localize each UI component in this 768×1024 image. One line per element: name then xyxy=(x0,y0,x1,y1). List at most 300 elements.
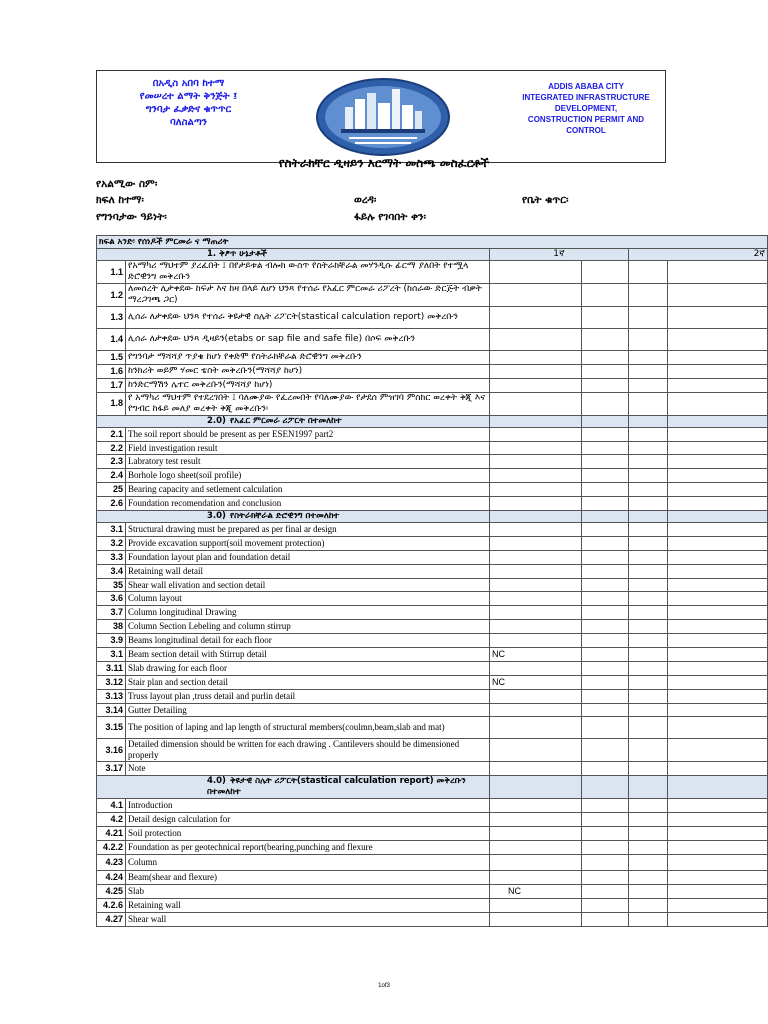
section-row xyxy=(97,249,768,261)
item-description: Foundation as per geotechnical report(bearing,punching and flexure xyxy=(126,841,490,855)
checklist-row xyxy=(97,689,768,703)
review-cell-3 xyxy=(668,427,768,441)
woreda-field: ወረዳ፡ xyxy=(354,194,377,206)
item-description: Soil protection xyxy=(126,827,490,841)
review-cell-2 xyxy=(582,870,629,884)
review-cell-1 xyxy=(490,620,582,634)
review-cell-2b xyxy=(629,827,668,841)
review-cell-1 xyxy=(490,592,582,606)
checklist-row xyxy=(97,606,768,620)
item-description: Detailed dimension should be written for each drawing . Cantilevers should be dimensioned properly xyxy=(126,739,490,762)
review-cell-3 xyxy=(668,469,768,483)
item-description: ከንክሪት ወይም ሃመር ቴስት መቅረቡን(ማሻሻያ ከሆነ) xyxy=(126,364,490,378)
review-cell-2b xyxy=(629,351,668,365)
review-cell-2 xyxy=(582,523,629,537)
review-cell-2b xyxy=(629,620,668,634)
review-cell-2b xyxy=(629,427,668,441)
review-column-head: 2ኛ xyxy=(629,249,768,261)
review-cell-2 xyxy=(582,912,629,926)
review-cell-3 xyxy=(668,675,768,689)
review-cell-1: NC xyxy=(490,884,582,898)
checklist-row xyxy=(97,717,768,739)
review-cell-1: NC xyxy=(490,675,582,689)
item-description: Truss layout plan ,truss detail and purlin detail xyxy=(126,689,490,703)
review-cell-3 xyxy=(668,739,768,762)
review-cell-1 xyxy=(490,827,582,841)
checklist-row xyxy=(97,912,768,926)
review-cell-2b xyxy=(629,799,668,813)
review-cell-1 xyxy=(490,441,582,455)
review-cell-2 xyxy=(582,261,629,284)
review-cell-2b xyxy=(629,703,668,717)
section-row xyxy=(97,415,768,427)
review-cell-2b xyxy=(629,483,668,497)
review-cell-1 xyxy=(490,762,582,776)
review-cell-2 xyxy=(582,364,629,378)
letterhead-line: CONTROL xyxy=(566,126,606,135)
item-number: 4.2 xyxy=(97,813,126,827)
item-number: 1.4 xyxy=(97,329,126,351)
checklist-row xyxy=(97,536,768,550)
item-number: 25 xyxy=(97,483,126,497)
review-cell-1 xyxy=(490,799,582,813)
item-description: Shear wall elivation and section detail xyxy=(126,578,490,592)
review-cell-1 xyxy=(490,329,582,351)
item-description: Introduction xyxy=(126,799,490,813)
item-description: Slab xyxy=(126,884,490,898)
review-cell-1 xyxy=(490,564,582,578)
item-number: 3.14 xyxy=(97,703,126,717)
review-cell-3 xyxy=(668,898,768,912)
checklist-row xyxy=(97,661,768,675)
item-number: 3.4 xyxy=(97,564,126,578)
item-description: Beam(shear and flexure) xyxy=(126,870,490,884)
page-number: 1of3 xyxy=(378,983,390,989)
review-cell-1 xyxy=(490,523,582,537)
review-cell-2b xyxy=(629,578,668,592)
review-cell-2b xyxy=(629,364,668,378)
section-label: የአፈር ምርመራ ሪፖርት በተመለከተ xyxy=(229,415,342,426)
review-cell-1 xyxy=(490,606,582,620)
checklist-row xyxy=(97,813,768,827)
item-description: የአማካሪ ማህተም ያረፈበት ፤ በየታይቱል ብሎክ ውስጥ የስትራክቸራል መሃንዲሱ ፊርማ ያለበት የተሟላ ድሮዊንግ መቅረቡን xyxy=(126,261,490,284)
checklist-row xyxy=(97,564,768,578)
checklist-row xyxy=(97,870,768,884)
checklist-row xyxy=(97,898,768,912)
review-cell-2b xyxy=(629,717,668,739)
review-cell-2 xyxy=(582,497,629,511)
review-cell-3 xyxy=(668,634,768,648)
item-number: 3.7 xyxy=(97,606,126,620)
review-cell-1 xyxy=(490,912,582,926)
review-cell-2b xyxy=(629,497,668,511)
checklist-row xyxy=(97,497,768,511)
review-cell-2b xyxy=(629,884,668,898)
review-cell-2 xyxy=(582,854,629,870)
review-cell-1 xyxy=(490,469,582,483)
section-number: 2.0) xyxy=(207,415,226,426)
review-cell-2b xyxy=(629,739,668,762)
item-number: 3.1 xyxy=(97,523,126,537)
item-number: 1.5 xyxy=(97,351,126,365)
review-cell-1 xyxy=(490,378,582,392)
item-number: 3.13 xyxy=(97,689,126,703)
checklist-row xyxy=(97,827,768,841)
checklist-row xyxy=(97,261,768,284)
review-cell-1 xyxy=(490,364,582,378)
item-description: Shear wall xyxy=(126,912,490,926)
review-cell-2 xyxy=(582,392,629,415)
item-number: 4.25 xyxy=(97,884,126,898)
review-cell-2 xyxy=(582,717,629,739)
item-number: 38 xyxy=(97,620,126,634)
item-description: Gutter Detailing xyxy=(126,703,490,717)
item-description: የግንባታ ማሻሻያ ጥያቄ ከሆነ የቀድሞ የስትራክቸራል ድሮዊንግ መቅረቡን xyxy=(126,351,490,365)
item-number: 1.6 xyxy=(97,364,126,378)
checklist-row xyxy=(97,392,768,415)
review-cell-2 xyxy=(582,427,629,441)
item-number: 1.7 xyxy=(97,378,126,392)
item-description: Foundation layout plan and foundation detail xyxy=(126,550,490,564)
applicant-name-field: የአልሚው ስም፡ xyxy=(96,178,158,190)
empty-cell xyxy=(668,776,768,799)
review-cell-2 xyxy=(582,550,629,564)
review-cell-3 xyxy=(668,329,768,351)
review-cell-2 xyxy=(582,284,629,307)
review-cell-1 xyxy=(490,351,582,365)
review-cell-1 xyxy=(490,854,582,870)
item-description: ሊሰራ ለታቀደው ህንጻ ዲዛይን(etabs or sap file and safe file) በሶፍ መቅረቡን xyxy=(126,329,490,351)
review-cell-2b xyxy=(629,912,668,926)
item-number: 4.23 xyxy=(97,854,126,870)
item-description: Column xyxy=(126,854,490,870)
review-cell-2b xyxy=(629,307,668,329)
letterhead-line: በአዲስ አበባ ከተማ xyxy=(152,78,225,89)
review-cell-2 xyxy=(582,455,629,469)
review-cell-2 xyxy=(582,689,629,703)
item-number: 2.4 xyxy=(97,469,126,483)
item-number: 1.3 xyxy=(97,307,126,329)
checklist-row xyxy=(97,634,768,648)
checklist-row xyxy=(97,703,768,717)
item-number: 4.24 xyxy=(97,870,126,884)
item-description: Retaining wall xyxy=(126,898,490,912)
review-cell-3 xyxy=(668,578,768,592)
subcity-field: ክፍለ ከተማ፡ xyxy=(96,194,144,206)
checklist-row xyxy=(97,364,768,378)
review-cell-1 xyxy=(490,536,582,550)
review-cell-3 xyxy=(668,564,768,578)
letterhead-line: CONSTRUCTION PERMIT AND xyxy=(527,115,645,124)
item-number: 3.1 xyxy=(97,648,126,662)
review-cell-2b xyxy=(629,762,668,776)
review-cell-2 xyxy=(582,578,629,592)
checklist-row xyxy=(97,578,768,592)
checklist-row xyxy=(97,592,768,606)
section-number: 3.0) xyxy=(207,511,226,522)
empty-cell xyxy=(582,511,629,523)
empty-cell xyxy=(490,776,582,799)
item-description: ሊሰራ ለታቀደው ህንጻ የተሰራ ቅዩታዊ ስሌት ሪፖርት(stastical calculation report) መቅረቡን xyxy=(126,307,490,329)
letterhead-line: ግንባታ ፈቃድና ቁጥጥር xyxy=(145,104,232,115)
checklist-row xyxy=(97,523,768,537)
item-description: Labratory test result xyxy=(126,455,490,469)
review-cell-3 xyxy=(668,661,768,675)
item-description: Borhole logo sheet(soil profile) xyxy=(126,469,490,483)
review-cell-2 xyxy=(582,703,629,717)
review-cell-2b xyxy=(629,523,668,537)
review-cell-3 xyxy=(668,378,768,392)
building-type-field: የግንባታው ዓይነት፡ xyxy=(96,211,167,223)
review-cell-3 xyxy=(668,284,768,307)
file-date-field: ፋይሉ የገባበት ቀን፡ xyxy=(354,211,427,223)
review-cell-2 xyxy=(582,307,629,329)
review-cell-2 xyxy=(582,813,629,827)
item-description: Slab drawing for each floor xyxy=(126,661,490,675)
empty-cell xyxy=(668,415,768,427)
checklist-row xyxy=(97,483,768,497)
review-cell-2b xyxy=(629,634,668,648)
review-cell-2 xyxy=(582,441,629,455)
item-number: 4.2.6 xyxy=(97,898,126,912)
review-cell-2b xyxy=(629,564,668,578)
review-cell-2b xyxy=(629,898,668,912)
item-number: 3.6 xyxy=(97,592,126,606)
item-number: 3.9 xyxy=(97,634,126,648)
review-cell-3 xyxy=(668,717,768,739)
review-cell-3 xyxy=(668,351,768,365)
review-cell-3 xyxy=(668,606,768,620)
review-column-head: 1ኛ xyxy=(490,249,629,261)
review-cell-2 xyxy=(582,483,629,497)
review-cell-2b xyxy=(629,606,668,620)
review-cell-1 xyxy=(490,307,582,329)
review-cell-2b xyxy=(629,261,668,284)
item-description: Structural drawing must be prepared as per final ar design xyxy=(126,523,490,537)
review-cell-2 xyxy=(582,634,629,648)
checklist-row xyxy=(97,441,768,455)
review-cell-1 xyxy=(490,550,582,564)
review-cell-2b xyxy=(629,329,668,351)
review-cell-3 xyxy=(668,364,768,378)
checklist-table xyxy=(96,235,768,927)
checklist-row xyxy=(97,841,768,855)
item-description: Beams longitudinal detail for each floor xyxy=(126,634,490,648)
review-cell-2 xyxy=(582,739,629,762)
item-description: The position of laping and lap length of structural members(coulmn,beam,slab and mat) xyxy=(126,717,490,739)
part-title: ክፍል አንድ፡ የሰነዶች ምርመራ ና ማጠሪት xyxy=(97,236,768,249)
item-number: 4.21 xyxy=(97,827,126,841)
item-description: Column longitudinal Drawing xyxy=(126,606,490,620)
item-description: Column layout xyxy=(126,592,490,606)
review-cell-2b xyxy=(629,813,668,827)
item-description: Field investigation result xyxy=(126,441,490,455)
checklist-row xyxy=(97,762,768,776)
review-cell-3 xyxy=(668,841,768,855)
review-cell-2b xyxy=(629,392,668,415)
item-description: Column Section Lebeling and column stirrup xyxy=(126,620,490,634)
empty-cell xyxy=(629,415,668,427)
review-cell-1 xyxy=(490,578,582,592)
section-number: 1. ቅፆጥ ሁኔታቶች xyxy=(207,249,267,259)
letterhead-line: ADDIS ABABA CITY xyxy=(548,82,624,91)
item-number: 2.2 xyxy=(97,441,126,455)
review-cell-3 xyxy=(668,854,768,870)
section-row xyxy=(97,511,768,523)
checklist-row xyxy=(97,284,768,307)
city-emblem-icon xyxy=(315,77,451,157)
item-description: Stair plan and section detail xyxy=(126,675,490,689)
review-cell-2 xyxy=(582,536,629,550)
item-number: 3.11 xyxy=(97,661,126,675)
review-cell-3 xyxy=(668,550,768,564)
review-cell-1 xyxy=(490,717,582,739)
review-cell-1 xyxy=(490,497,582,511)
review-cell-3 xyxy=(668,703,768,717)
review-cell-2 xyxy=(582,661,629,675)
item-number: 3.3 xyxy=(97,550,126,564)
item-number: 1.2 xyxy=(97,284,126,307)
review-cell-1 xyxy=(490,261,582,284)
letterhead-line: ባለስልጣን xyxy=(170,117,207,128)
review-cell-3 xyxy=(668,689,768,703)
review-cell-2 xyxy=(582,351,629,365)
review-cell-2b xyxy=(629,284,668,307)
review-cell-2b xyxy=(629,441,668,455)
review-cell-3 xyxy=(668,523,768,537)
review-cell-3 xyxy=(668,497,768,511)
item-description: ለመሰረት ሊታቀደው ከፍታ እና ከዛ በላይ ለሆነ ህንጻ የተሰራ የአፈር ምርመራ ሪፖረት (ከሰራው ድርጅት ብቃት ማረጋገጫ ጋር) xyxy=(126,284,490,307)
review-cell-3 xyxy=(668,441,768,455)
review-cell-2 xyxy=(582,841,629,855)
item-number: 3.16 xyxy=(97,739,126,762)
checklist-row xyxy=(97,307,768,329)
item-description: Detail design calculation for xyxy=(126,813,490,827)
checklist-row xyxy=(97,351,768,365)
review-cell-3 xyxy=(668,620,768,634)
empty-cell xyxy=(582,415,629,427)
section-title xyxy=(97,511,490,523)
review-cell-2b xyxy=(629,854,668,870)
review-cell-2b xyxy=(629,378,668,392)
review-cell-1 xyxy=(490,455,582,469)
review-cell-3 xyxy=(668,455,768,469)
empty-cell xyxy=(629,776,668,799)
review-cell-1 xyxy=(490,739,582,762)
item-number: 2.6 xyxy=(97,497,126,511)
review-cell-1 xyxy=(490,392,582,415)
review-cell-2b xyxy=(629,661,668,675)
item-number: 4.2.2 xyxy=(97,841,126,855)
item-description: የ አማካሪ ማህተም የተደረገበት ፤ ባለሙያው የፈረመበት የባለሙያው የታደሰ ምዝገባ ምስክር ወረቀት ቅጂ እና የግብር ከፋይ መለያ ወረቀት ቅጂ መቅረቡን፡ xyxy=(126,392,490,415)
review-cell-3 xyxy=(668,762,768,776)
review-cell-1 xyxy=(490,284,582,307)
review-cell-2b xyxy=(629,455,668,469)
checklist-row xyxy=(97,378,768,392)
review-cell-3 xyxy=(668,827,768,841)
review-cell-1 xyxy=(490,898,582,912)
section-title xyxy=(97,415,490,427)
checklist-row xyxy=(97,550,768,564)
checklist-row xyxy=(97,799,768,813)
review-cell-2 xyxy=(582,898,629,912)
review-cell-2b xyxy=(629,648,668,662)
item-description: ከንድርማሽን ሌተር መቅረቡን(ማሻሻያ ከሆነ) xyxy=(126,378,490,392)
review-cell-2b xyxy=(629,536,668,550)
review-cell-2 xyxy=(582,469,629,483)
item-description: Bearing capacity and setlement calculation xyxy=(126,483,490,497)
review-cell-2b xyxy=(629,469,668,483)
letterhead-line: DEVELOPMENT, xyxy=(554,104,618,113)
empty-cell xyxy=(490,415,582,427)
review-cell-2b xyxy=(629,689,668,703)
review-cell-2 xyxy=(582,762,629,776)
item-number: 35 xyxy=(97,578,126,592)
section-row xyxy=(97,776,768,799)
section-number: 4.0) xyxy=(207,776,226,787)
letterhead-amharic xyxy=(101,77,276,129)
review-cell-3 xyxy=(668,884,768,898)
item-number: 2.1 xyxy=(97,427,126,441)
review-cell-3 xyxy=(668,261,768,284)
review-cell-3 xyxy=(668,483,768,497)
item-number: 1.8 xyxy=(97,392,126,415)
review-cell-3 xyxy=(668,870,768,884)
item-description: Note xyxy=(126,762,490,776)
item-description: Retaining wall detail xyxy=(126,564,490,578)
review-cell-2 xyxy=(582,329,629,351)
section-title xyxy=(97,249,490,261)
review-cell-2b xyxy=(629,675,668,689)
review-cell-1: NC xyxy=(490,648,582,662)
review-cell-1 xyxy=(490,427,582,441)
part-title-row xyxy=(97,236,768,249)
review-cell-2 xyxy=(582,378,629,392)
empty-cell xyxy=(490,511,582,523)
checklist-row xyxy=(97,675,768,689)
item-description: Provide excavation support(soil movement protection) xyxy=(126,536,490,550)
item-description: Beam section detail with Stirrup detail xyxy=(126,648,490,662)
item-description: The soil report should be present as per ESEN1997 part2 xyxy=(126,427,490,441)
review-cell-1 xyxy=(490,689,582,703)
review-cell-3 xyxy=(668,392,768,415)
review-cell-2 xyxy=(582,827,629,841)
checklist-row xyxy=(97,455,768,469)
review-cell-2 xyxy=(582,648,629,662)
checklist-row xyxy=(97,648,768,662)
section-label: የስትራክቸራል ድሮዊንግ በተመለከተ xyxy=(229,511,340,522)
review-cell-3 xyxy=(668,592,768,606)
review-cell-2 xyxy=(582,884,629,898)
review-cell-3 xyxy=(668,648,768,662)
review-cell-3 xyxy=(668,307,768,329)
item-number: 4.27 xyxy=(97,912,126,926)
review-cell-2 xyxy=(582,592,629,606)
item-number: 3.2 xyxy=(97,536,126,550)
item-number: 3.17 xyxy=(97,762,126,776)
document-title: የስትራክቸር ዲዛይን እርማት መስጫ መስፈርቶች xyxy=(278,156,490,170)
section-label: ቅዩታዊ ስሌት ሪፖርት(stastical calculation report) መቅረቡን በተመለከተ xyxy=(207,776,466,798)
item-number: 2.3 xyxy=(97,455,126,469)
checklist-row xyxy=(97,739,768,762)
empty-cell xyxy=(582,776,629,799)
review-cell-2b xyxy=(629,841,668,855)
checklist-row xyxy=(97,884,768,898)
house-number-field: የቤት ቁጥር፡ xyxy=(522,194,569,206)
review-cell-2 xyxy=(582,799,629,813)
review-cell-2 xyxy=(582,606,629,620)
item-number: 3.15 xyxy=(97,717,126,739)
